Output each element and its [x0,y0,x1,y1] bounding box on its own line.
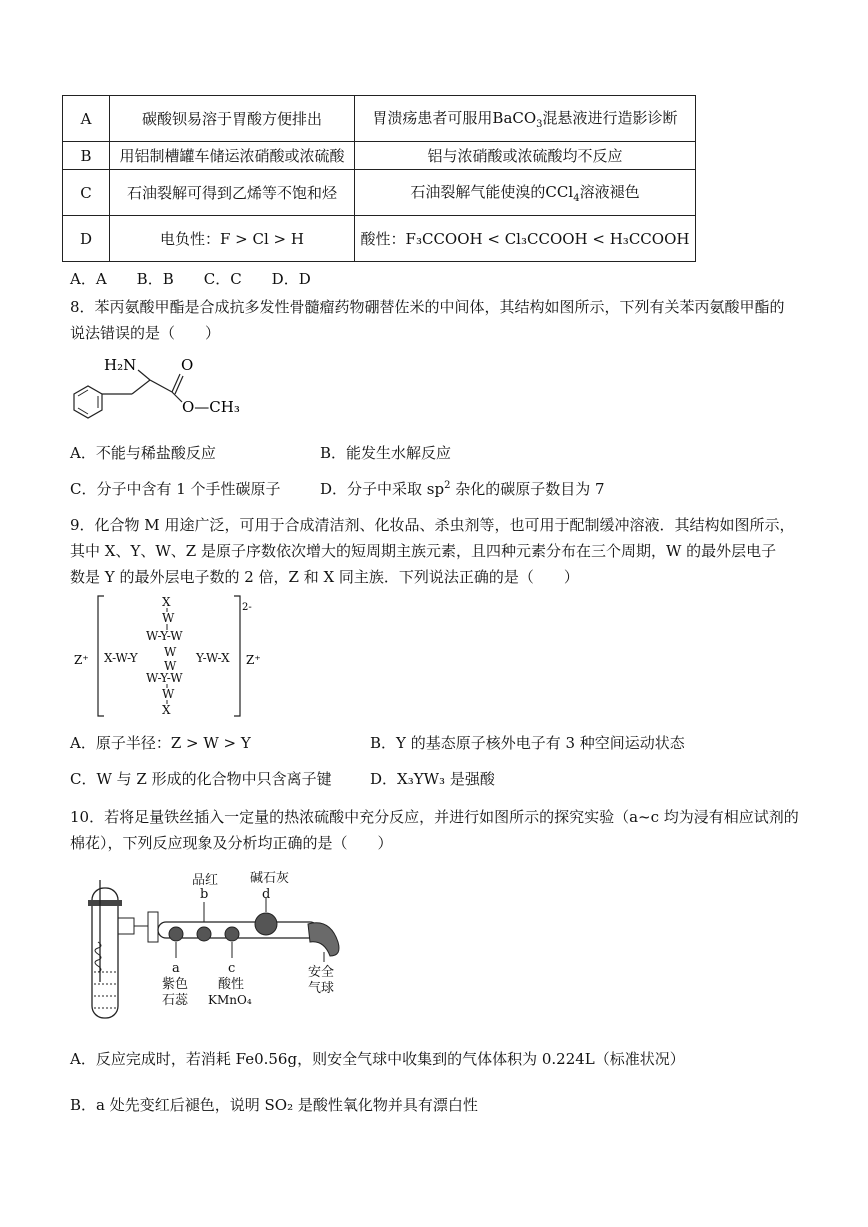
row-reason: 胃溃疡患者可服用BaCO$_3$混悬液进行造影诊断 [355,96,696,142]
svg-text:X-W-Y: X-W-Y [104,651,138,665]
label-d: d [262,887,271,902]
label-shirui: 石蕊 [162,993,189,1008]
row-statement: 用铝制槽罐车储运浓硝酸或浓硫酸 [110,142,355,170]
phenylalanine-methyl-ester-structure [66,352,266,422]
atom-x: X [162,595,171,609]
label-pinhong: 品红 [192,873,219,888]
q10-option-b: B．a 处先变红后褪色，说明 SO₂ 是酸性氧化物并具有漂白性 [70,1096,478,1114]
label-b: b [200,887,209,902]
row-label: A [63,96,110,142]
row-reason: 铝与浓硝酸或浓硫酸均不反应 [355,142,696,170]
table-row [63,216,696,262]
q9-stem-line1: 9．化合物 M 用途广泛，可用于合成清洁剂、化妆品、杀虫剂等，也可用于配制缓冲溶液．其结构如图所示， [70,516,795,534]
table-row [63,96,696,142]
cation-right: Z⁺ [246,653,261,667]
svg-text:W: W [164,659,177,673]
row-reason: 石油裂解气能使溴的CCl$_4$溶液褪色 [355,170,696,216]
q10-stem-line2: 棉花），下列反应现象及分析均正确的是（ ） [70,834,393,852]
q8-option-b: B．能发生水解反应 [320,444,452,462]
experiment-apparatus [78,862,348,1027]
label-anquan: 安全 [308,965,335,980]
q7-options: A．A B．B C．C D．D [70,270,311,288]
q9-option-c: C．W 与 Z 形成的化合物中只含离子键 [70,770,332,788]
label-jianshihui: 碱石灰 [250,871,290,886]
atom-w: W [162,611,175,625]
amine-label: H₂N [104,356,137,374]
label-a: a [172,961,180,976]
q10-option-a: A．反应完成时，若消耗 Fe0.56g，则安全气球中收集到的气体体积为 0.224L（标准状况） [70,1050,685,1068]
table-row [63,142,696,170]
charge-label: 2- [242,602,252,613]
q8-option-c: C．分子中含有 1 个手性碳原子 [70,480,281,498]
row-statement: 碳酸钡易溶于胃酸方便排出 [110,96,355,142]
row-reason: 酸性：F₃CCOOH < Cl₃CCOOH < H₃CCOOH [355,216,696,262]
q9-option-d: D．X₃YW₃ 是强酸 [370,770,495,788]
svg-text:W: W [162,687,175,701]
q8-stem-line2: 说法错误的是（ ） [70,324,221,342]
svg-text:W: W [164,645,177,659]
label-c: c [228,961,236,976]
compound-m-structure [70,592,270,722]
table-row [63,170,696,216]
cation-left: Z⁺ [74,653,89,667]
q8-option-d: D．分子中采取 $sp^2$ 杂化的碳原子数目为 7 [320,480,605,498]
row-statement: 石油裂解可得到乙烯等不饱和烃 [110,170,355,216]
q9-option-a: A．原子半径：Z > W > Y [70,734,251,752]
ester-label: O—CH₃ [182,398,240,416]
row-label: C [63,170,110,216]
svg-text:W-Y-W: W-Y-W [146,671,183,685]
q8-stem-line1: 8．苯丙氨酸甲酯是合成抗多发性骨髓瘤药物硼替佐米的中间体，其结构如图所示，下列有关苯丙氨酸甲酯的 [70,298,785,316]
svg-text:X: X [162,703,171,717]
q8-option-a: A．不能与稀盐酸反应 [70,444,216,462]
q10-stem-line1: 10．若将足量铁丝插入一定量的热浓硫酸中充分反应，并进行如图所示的探究实验（a~c 均为浸有相应试剂的 [70,808,799,826]
q9-option-b: B．Y 的基态原子核外电子有 3 种空间运动状态 [370,734,685,752]
q7-table [62,95,696,262]
svg-text:Y-W-X: Y-W-X [196,651,230,665]
svg-text:W-Y-W: W-Y-W [146,629,183,643]
carbonyl-oxygen-label: O [181,356,194,374]
label-zise: 紫色 [162,977,189,992]
q9-stem-line3: 数是 Y 的最外层电子数的 2 倍，Z 和 X 同主族．下列说法正确的是（ ） [70,568,579,586]
row-statement: 电负性：F > Cl > H [110,216,355,262]
row-label: D [63,216,110,262]
row-label: B [63,142,110,170]
label-suanxing: 酸性 [218,977,245,992]
label-kmno4: KMnO₄ [208,993,252,1007]
q9-stem-line2: 其中 X、Y、W、Z 是原子序数依次增大的短周期主族元素，且四种元素分布在三个周期，W 的最外层电子 [70,542,777,560]
label-qiqiu: 气球 [308,981,335,996]
